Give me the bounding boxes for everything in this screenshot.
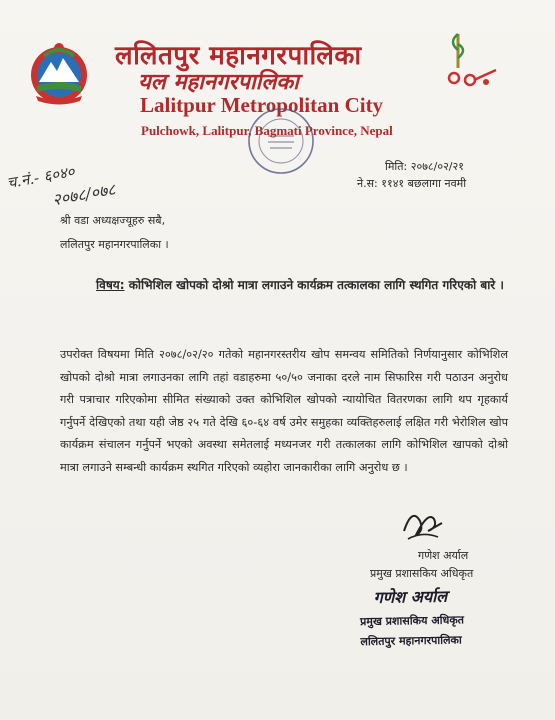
addressee-block <box>60 209 169 257</box>
date-label: मिति: <box>385 160 408 173</box>
nepal-sambat-line <box>357 176 466 191</box>
addressee-line-1: श्री वडा अध्यक्षज्यूहरु सबै, <box>60 214 166 227</box>
handwritten-reference <box>5 147 161 217</box>
ref-value: ११४१ बछलागा नवमी <box>381 177 467 190</box>
signatory-name: गणेश अर्याल <box>418 549 469 562</box>
handwritten-line-1: च.नं.- ६०४० <box>5 162 76 193</box>
letter-body: उपरोक्त विषयमा मिति २०७८/०२/२० गतेको महानगरस्तरीय खोप समन्वय समितिको निर्णयानुसार कोभिशिल खोपको दोश्रो मात्रा लगाउनका लागि तहां वडाहरुमा ५०/५० जनाका दरले नाम सिफारिस गरी पठाउन अनुरोध गरी पत्राचार गरिएकोमा सीमित संख्याको उक्त कोभिशिल खोपको न्यायोचित वितरणका लागि थप गृहकार्य गर्नुपर्ने देखिएको तथा यही जेष्ठ २५ गते देखि ६०-६४ वर्ष उमेर समुहका व्यक्तिहरुलाई लक्षित गरी भेरोशिल खोप कार्यक्रम संचालन गर्नुपर्ने भएको अवस्था समेतलाई मध्यनजर गरी तत्कालका लागि कोभिशिल खापको दोश्रो मात्रा लगाउने सम्बन्धी कार्यक्रम स्थगित गरिएको व्यहोरा जानकारीका लागि अनुरोध छ । <box>60 348 508 474</box>
stamp-office: ललितपुर महानगरपालिका <box>360 633 462 649</box>
ref-label: ने.स: <box>357 177 378 190</box>
subject-label: विषय: <box>96 278 125 292</box>
letterhead-title-nepali: ललितपुर महानगरपालिका <box>115 41 362 71</box>
date-value: २०७८/०२/२१ <box>410 160 464 173</box>
lalitpur-emblem-icon <box>444 30 502 92</box>
handwritten-signature <box>398 501 446 547</box>
stamp-title: प्रमुख प्रशासकिय अधिकृत <box>359 613 465 629</box>
letterhead-title-newar: यल महानगरपालिका <box>138 69 299 95</box>
letterhead-address: Pulchowk, Lalitpur, Bagmati Province, Nepal <box>141 123 393 138</box>
name-stamp <box>359 584 500 649</box>
signatory-title: प्रमुख प्रशासकिय अधिकृत <box>370 567 474 580</box>
subject-line <box>95 273 505 297</box>
handwritten-line-2: २०७८/०७८ <box>50 179 117 210</box>
addressee-line-2: ललितपुर महानगरपालिका । <box>60 238 169 251</box>
date-line <box>385 159 464 174</box>
office-round-stamp <box>246 106 316 176</box>
subject-text: कोभिशिल खोपको दोश्रो मात्रा लगाउने कार्यक्रम तत्कालका लागि स्थगित गरिएको बारे । <box>128 278 504 292</box>
stamp-name: गणेश अर्याल <box>373 586 448 607</box>
nepal-emblem-icon <box>24 38 94 108</box>
letterhead-title-english: Lalitpur Metropolitan City <box>140 93 384 117</box>
